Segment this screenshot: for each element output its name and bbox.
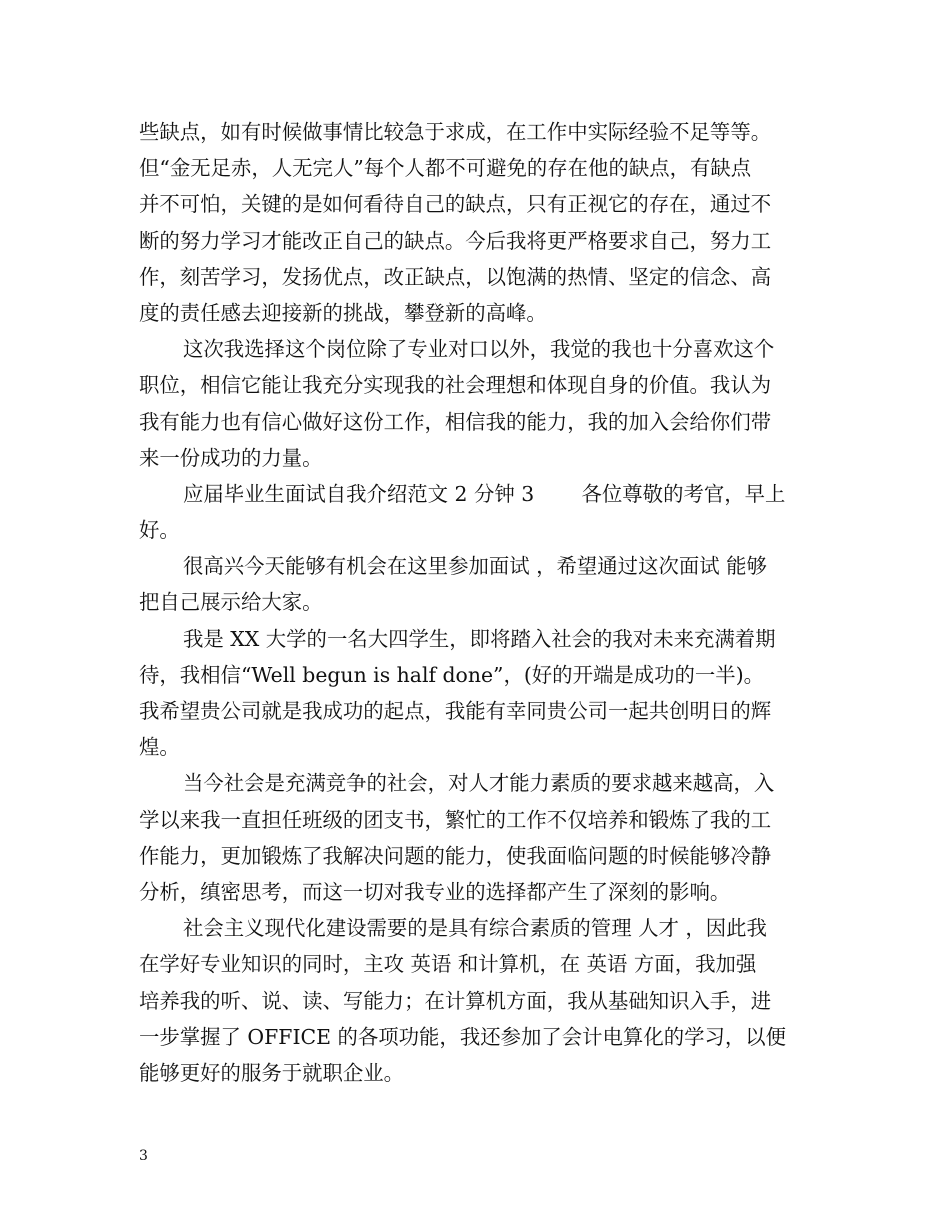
text-line: 培养我的听、说、读、写能力；在计算机方面，我从基础知识入手，进 — [139, 988, 772, 1013]
text-line: 我希望贵公司就是我成功的起点，我能有幸同贵公司一起共创明日的辉 — [139, 699, 772, 723]
text-line: 并不可怕，关键的是如何看待自己的缺点，只有正视它的存在，通过不 — [139, 192, 772, 217]
text-line: 社会主义现代化建设需要的是具有综合素质的管理 人才 ，因此我 — [183, 916, 767, 941]
text-line: 职位，相信它能让我充分实现我的社会理想和体现自身的价值。我认为 — [139, 373, 772, 398]
text-line: 作，刻苦学习，发扬优点，改正缺点，以饱满的热情、坚定的信念、高 — [139, 264, 772, 289]
text-line: 这次我选择这个岗位除了专业对口以外，我觉的我也十分喜欢这个 — [183, 337, 775, 362]
text-line: 分析，缜密思考，而这一切对我专业的选择都产生了深刻的影响。 — [139, 879, 731, 904]
text-line: 在学好专业知识的同时，主攻 英语 和计算机，在 英语 方面，我加强 — [139, 952, 757, 977]
text-line: 煌。 — [139, 735, 180, 760]
text-line: 作能力，更加锻炼了我解决问题的能力，使我面临问题的时候能够冷静 — [139, 843, 772, 868]
text-line: 我是 XX 大学的一名大四学生，即将踏入社会的我对未来充满着期 — [183, 626, 776, 651]
text-line: 我有能力也有信心做好这份工作，相信我的能力，我的加入会给你们带 — [139, 409, 772, 434]
text-line: 度的责任感去迎接新的挑战，攀登新的高峰。 — [139, 300, 547, 325]
page-number: 3 — [139, 1148, 148, 1164]
text-line: 把自己展示给大家。 — [139, 590, 323, 615]
text-line: 学以来我一直担任班级的团支书，繁忙的工作不仅培养和锻炼了我的工 — [139, 807, 772, 832]
text-line: 应届毕业生面试自我介绍范文 2 分钟 3 各位尊敬的考官，早上 — [183, 481, 786, 506]
text-line: 来一份成功的力量。 — [139, 445, 323, 470]
text-line: 断的努力学习才能改正自己的缺点。今后我将更严格要求自己，努力工 — [139, 228, 772, 253]
text-line: 些缺点，如有时候做事情比较急于求成，在工作中实际经验不足等等。 — [139, 120, 772, 144]
text-line: 很高兴今天能够有机会在这里参加面试 ，希望通过这次面试 能够 — [183, 554, 767, 579]
text-line: 待，我相信“Well begun is half done”，(好的开端是成功的一半)。 — [139, 662, 765, 687]
text-line: 当今社会是充满竞争的社会，对人才能力素质的要求越来越高，入 — [183, 771, 775, 796]
document-body — [139, 114, 823, 1091]
text-line: 能够更好的服务于就职企业。 — [139, 1060, 405, 1085]
text-line: 一步掌握了 OFFICE 的各项功能，我还参加了会计电算化的学习，以便 — [139, 1024, 787, 1049]
text-line: 但“金无足赤，人无完人”每个人都不可避免的存在他的缺点，有缺点 — [139, 156, 752, 181]
text-line: 好。 — [139, 518, 180, 543]
